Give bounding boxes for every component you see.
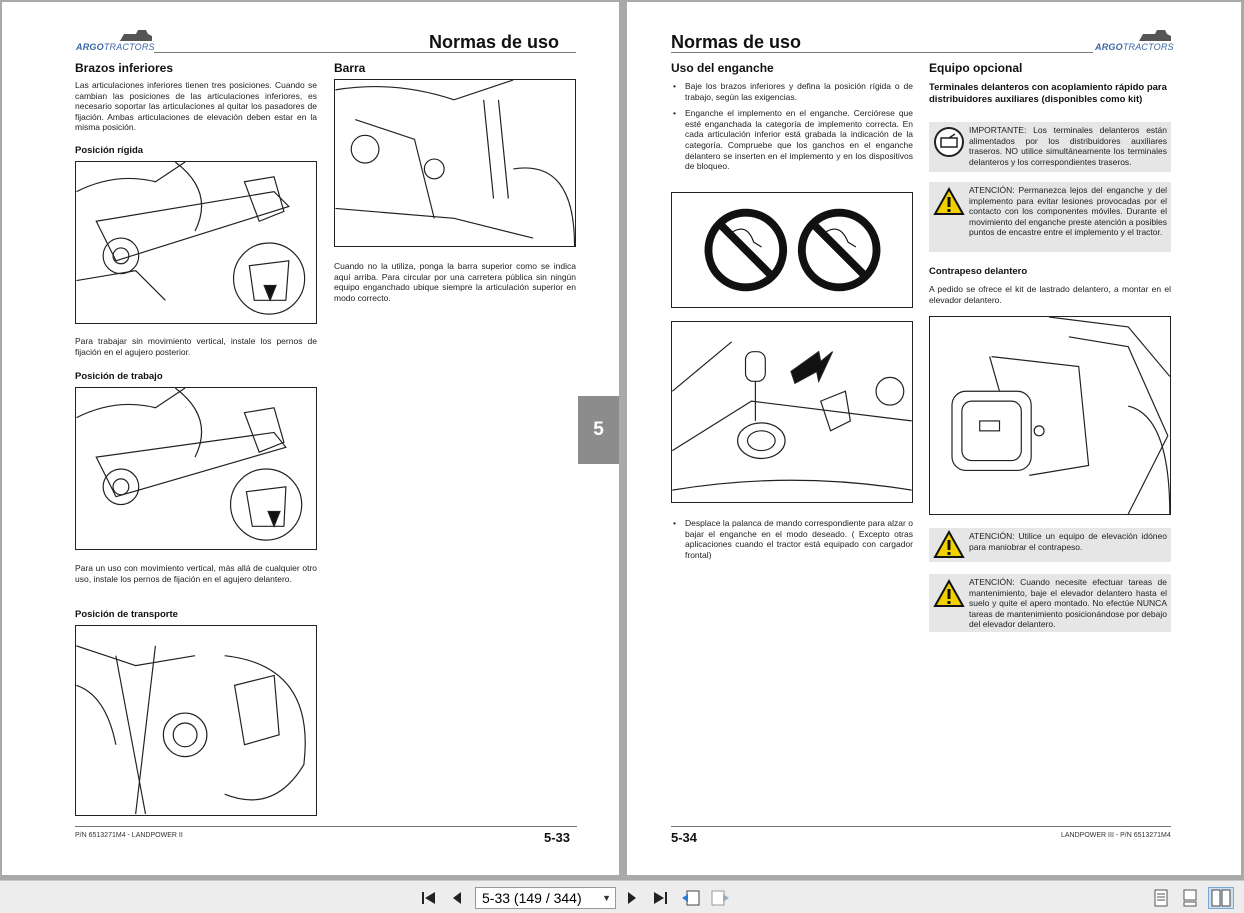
warning-text-2: ATENCIÓN: Utilice un equipo de elevación idóneo para maniobrar el contrapeso. <box>969 531 1167 552</box>
warning-notice-1 <box>929 182 1171 252</box>
continuous-page-icon <box>1183 889 1197 907</box>
heading-posicion-transporte: Posición de transporte <box>75 609 178 620</box>
warning-triangle-icon <box>933 578 965 610</box>
warning-text-1: ATENCIÓN: Permanezca lejos del enganche y del implemento para evitar lesiones provocadas por el contacto con los componentes móviles. Durante el movimiento del enganche preste atención a posibles puntos de encastre entre el implemento y el tractor. <box>969 185 1167 238</box>
figure-prohibited-hooks <box>671 192 913 308</box>
important-notice <box>929 122 1171 172</box>
left-page <box>2 2 619 875</box>
previous-page-icon <box>451 891 463 905</box>
tractor-logo-icon <box>1135 28 1173 42</box>
intro-text: Las articulaciones inferiores tienen tres posiciones. Cuando se cambian las posiciones de las articulaciones inferiores, es necesario soportar las articulaciones al quitar los pasadores de fijación. Ambas articulaciones de elevación deben estar en la misma posición. <box>75 80 317 133</box>
footer-part-number: LANDPOWER III - P/N 6513271M4 <box>1061 832 1171 839</box>
back-view-icon <box>681 889 701 907</box>
figure-control-lever <box>671 321 913 503</box>
list-item: • Desplace la palanca de mando correspondiente para alzar o bajar el enganche en el modo deseado. ( Excepto otras aplicaciones cuando el tractor está equipado con cargador frontal) <box>671 518 913 560</box>
continuous-view-button[interactable] <box>1179 887 1201 909</box>
last-page-button[interactable] <box>649 887 671 909</box>
single-page-view-button[interactable] <box>1150 887 1172 909</box>
header-rule <box>671 52 1093 53</box>
posicion-rigida-text: Para trabajar sin movimiento vertical, instale los pernos de fijación en el agujero posterior. <box>75 336 317 357</box>
heading-posicion-rigida: Posición rígida <box>75 145 144 156</box>
first-page-button[interactable] <box>418 887 440 909</box>
page-number: 5-33 <box>544 830 571 845</box>
hand-pointer-icon <box>933 126 965 158</box>
posicion-trabajo-text: Para un uso con movimiento vertical, más allá de cualquier otro uso, instale los pernos de fijación en el agujero delantero. <box>75 563 317 584</box>
previous-page-button[interactable] <box>446 887 468 909</box>
tractor-logo-icon <box>116 28 154 42</box>
chapter-tab: 5 <box>578 396 619 464</box>
figure-posicion-transporte <box>75 625 317 816</box>
page-title: Normas de uso <box>429 32 560 52</box>
warning-notice-2 <box>929 528 1171 562</box>
argo-tractors-logo: ARGOTRACTORS <box>1095 42 1174 52</box>
page-title: Normas de uso <box>671 32 802 52</box>
two-page-view-button[interactable] <box>1208 887 1234 909</box>
list-item: • Enganche el implemento en el enganche. Cerciórese que esté enganchada la categoría de implemento correcta. En cada articulación inferior está grabada la indicación de la categoría. Compruebe que los ganchos en el enganche delantero se inserten en el implemento y en los dispositivos de bloqueo. <box>671 108 913 172</box>
warning-triangle-icon <box>933 529 965 561</box>
figure-front-weight <box>929 316 1171 515</box>
page-selector[interactable] <box>475 887 616 909</box>
page-number: 5-34 <box>671 830 698 845</box>
viewer-toolbar <box>0 880 1244 913</box>
single-page-icon <box>1154 889 1168 907</box>
go-back-view-button[interactable] <box>680 887 702 909</box>
figure-barra <box>334 79 576 247</box>
last-page-icon <box>652 891 668 905</box>
figure-posicion-trabajo <box>75 387 317 550</box>
chevron-down-icon: ▼ <box>602 893 611 903</box>
page-indicator: 5-33 (149 / 344) <box>482 890 582 906</box>
right-page <box>627 2 1241 875</box>
figure-posicion-rigida <box>75 161 317 324</box>
important-text: IMPORTANTE: Los terminales delanteros están alimentados por los distribuidores auxiliares traseros. NO utilice simultáneamente los terminales delanteros y los correspondientes traseros. <box>969 125 1167 167</box>
two-page-icon <box>1211 889 1231 907</box>
heading-brazos-inferiores: Brazos inferiores <box>75 61 174 75</box>
heading-posicion-trabajo: Posición de trabajo <box>75 371 163 382</box>
heading-equipo-opcional: Equipo opcional <box>929 61 1023 75</box>
first-page-icon <box>421 891 437 905</box>
enganche-steps <box>671 81 913 178</box>
footer-rule <box>75 826 577 827</box>
go-forward-view-button[interactable] <box>709 887 731 909</box>
next-page-button[interactable] <box>621 887 643 909</box>
warning-notice-3 <box>929 574 1171 632</box>
warning-triangle-icon <box>933 186 965 218</box>
heading-barra: Barra <box>334 61 366 75</box>
contrapeso-text: A pedido se ofrece el kit de lastrado delantero, a montar en el elevador delantero. <box>929 284 1171 305</box>
list-item: • Baje los brazos inferiores y defina la posición rígida o de trabajo, según las exigencias. <box>671 81 913 102</box>
heading-contrapeso: Contrapeso delantero <box>929 266 1028 277</box>
enganche-last-step <box>671 518 913 566</box>
heading-uso-enganche: Uso del enganche <box>671 61 774 75</box>
forward-view-icon <box>710 889 730 907</box>
footer-part-number: P/N 6513271M4 - LANDPOWER II <box>75 832 183 839</box>
argo-tractors-logo: ARGOTRACTORS <box>76 42 155 52</box>
warning-text-3: ATENCIÓN: Cuando necesite efectuar tareas de mantenimiento, baje el elevador delantero hasta el suelo y quite el apero montado. No efectúe NUNCA tareas de mantenimiento posicionándose por debajo del elevador delantero. <box>969 577 1167 630</box>
subheading-terminales: Terminales delanteros con acoplamiento rápido para distribuidores auxiliares (disponibles como kit) <box>929 82 1167 105</box>
next-page-icon <box>626 891 638 905</box>
footer-rule <box>671 826 1171 827</box>
barra-text: Cuando no la utiliza, ponga la barra superior como se indica aquí arriba. Para circular por una carretera pública sin ningún equipo enganchado ubique siempre la articulación superior en modo correcto. <box>334 261 576 303</box>
